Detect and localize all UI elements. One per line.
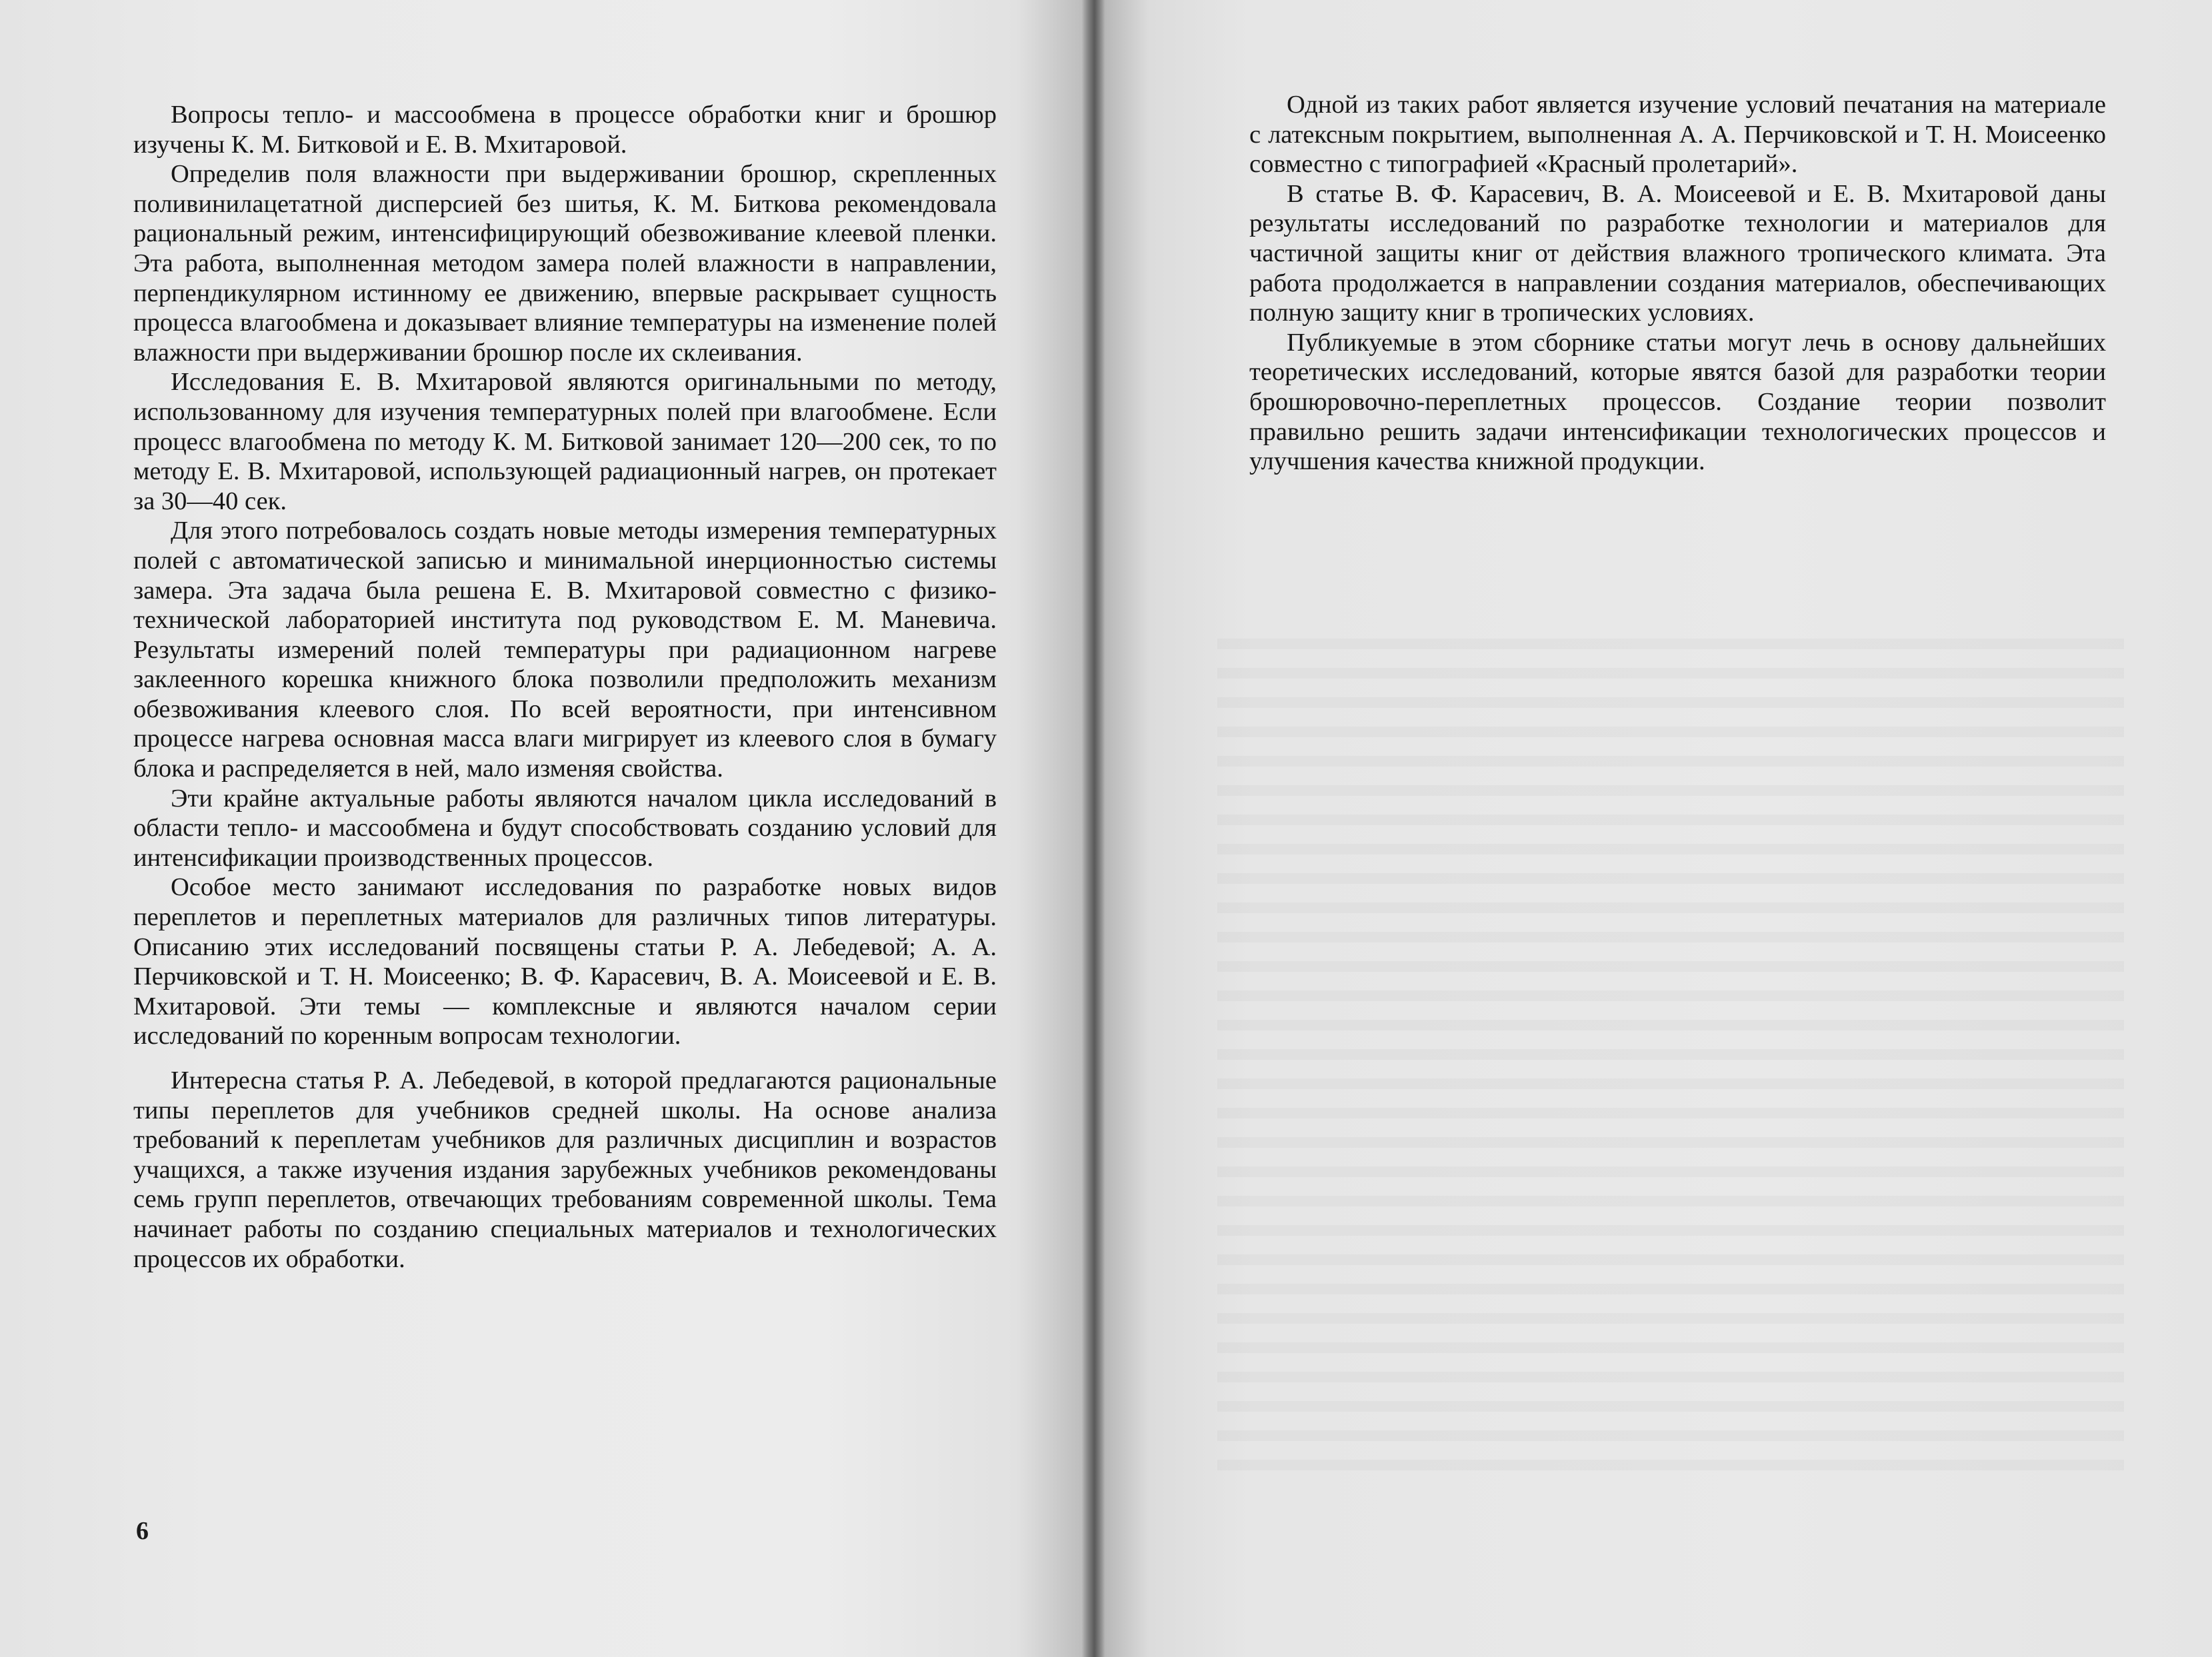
show-through-texture xyxy=(1217,620,2124,1486)
left-page xyxy=(0,0,1093,1657)
left-paragraph-2: Определив поля влажности при выдерживании брошюр, скрепленных поливинилацетатной дисперсией без шитья, К. М. Биткова рекомендовала рациональный режим, интенсифицирующий обезвоживание клеевой пленки. Эта работа, выполненная методом замера полей влажности в направлении, перпендикулярном истинному ее движению, впервые раскрывает сущность процесса влагообмена и доказывает влияние температуры на изменение полей влажности при выдерживании брошюр после их склеивания. xyxy=(133,160,997,367)
left-paragraph-6: Особое место занимают исследования по разработке новых видов переплетов и переплетных материалов для различных типов литературы. Описанию этих исследований посвящены статьи Р. А. Лебедевой; А. А. Перчиковской и Т. Н. Моисеенко; В. Ф. Карасевич, В. А. Моисеевой и Е. В. Мхитаровой. Эти темы — комплексные и являются началом серии исследований по коренным вопросам технологии. xyxy=(133,873,997,1050)
book-gutter xyxy=(1081,0,1105,1657)
left-paragraph-5: Эти крайне актуальные работы являются началом цикла исследований в области тепло- и массообмена и будут способствовать созданию условий для интенсификации производственных процессов. xyxy=(133,784,997,872)
page-number: 6 xyxy=(136,1517,149,1545)
right-page-text-column xyxy=(1249,90,2106,477)
right-paragraph-3: Публикуемые в этом сборнике статьи могут лечь в основу дальнейших теоретических исследований, которые явятся базой для разработки теории брошюровочно-переплетных процессов. Создание теории позволит правильно решить задачи интенсификации технологических процессов и улучшения качества книжной продукции. xyxy=(1249,328,2106,476)
left-paragraph-3: Исследования Е. В. Мхитаровой являются оригинальными по методу, использованному для изучения температурных полей при влагообмене. Если процесс влагообмена по методу К. М. Битковой занимает 120—200 сек, то по методу Е. В. Мхитаровой, использующей радиационный нагрев, он протекает за 30—40 сек. xyxy=(133,368,997,515)
left-paragraph-1: Вопросы тепло- и массообмена в процессе обработки книг и брошюр изучены К. М. Битковой и Е. В. Мхитаровой. xyxy=(133,101,997,159)
right-paragraph-2: В статье В. Ф. Карасевич, В. А. Моисеевой и Е. В. Мхитаровой даны результаты исследований по разработке технологии и материалов для частичной защиты книг от действия влажного тропического климата. Эта работа продолжается в направлении создания материалов, обеспечивающих полную защиту книг в тропических условиях. xyxy=(1249,179,2106,327)
left-page-text-column xyxy=(133,100,997,1274)
left-paragraph-7: Интересна статья Р. А. Лебедевой, в которой предлагаются рациональные типы переплетов для учебников средней школы. На основе анализа требований к переплетам учебников для различных дисциплин и возрастов учащихся, а также изучения издания зарубежных учебников рекомендованы семь групп переплетов, отвечающих требованиям современной школы. Тема начинает работы по созданию специальных материалов и технологических процессов их обработки. xyxy=(133,1066,997,1273)
right-paragraph-1: Одной из таких работ является изучение условий печатания на материале с латексным покрытием, выполненная А. А. Перчиковской и Т. Н. Моисеенко совместно с типографией «Красный пролетарий». xyxy=(1249,91,2106,179)
left-paragraph-4: Для этого потребовалось создать новые методы измерения температурных полей с автоматической записью и минимальной инерционностью системы замера. Эта задача была решена Е. В. Мхитаровой совместно с физико-технической лабораторией института под руководством Е. М. Маневича. Результаты измерений полей температуры при радиационном нагреве заклеенного корешка книжного блока позволили предположить механизм обезвоживания клеевого слоя. По всей вероятности, при интенсивном процессе нагрева основная масса влаги мигрирует из клеевого слоя в бумагу блока и распределяется в ней, мало изменяя свойства. xyxy=(133,517,997,783)
